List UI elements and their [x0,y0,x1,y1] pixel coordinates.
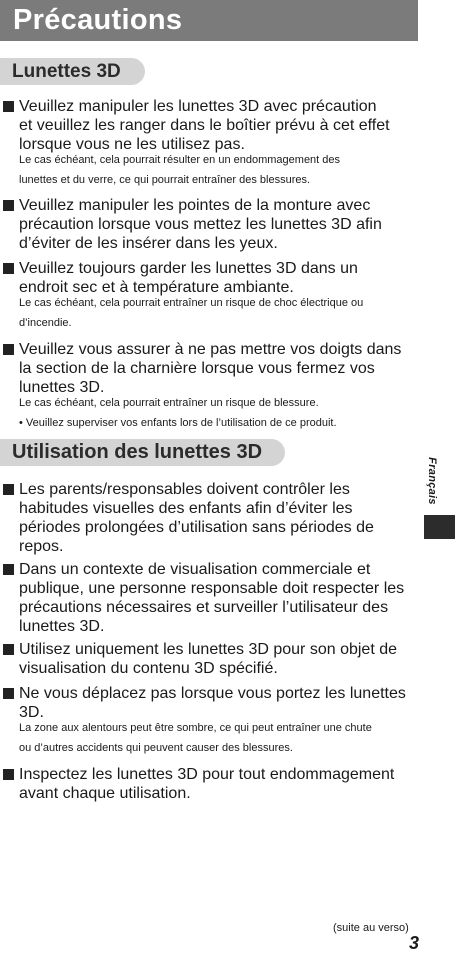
item-text: Dans un contexte de visualisation commerciale et publique, une personne responsable doit respecter les précautions nécessaires et surveiller l’utilisateur des lunettes 3D. [19,561,405,635]
item-note: Le cas échéant, cela pourrait entraîner un risque de blessure. • Veuillez superviser vos enfants lors de l’utilisation de ce produit. [19,397,337,429]
bullet-square-icon [3,769,14,780]
language-tab-marker [424,515,455,539]
page-title: Précautions [0,0,418,41]
item-text: Veuillez toujours garder les lunettes 3D dans un endroit sec et à température ambiante. [19,260,358,296]
language-label-text: Français [426,457,438,505]
bullet-square-icon [3,484,14,495]
bullet-square-icon [3,200,14,211]
bullet-square-icon [3,344,14,355]
bullet-square-icon [3,263,14,274]
item-note: La zone aux alentours peut être sombre, ce qui peut entraîner une chute ou d’autres accidents qui peuvent causer des blessures. [19,722,372,754]
item-text: Veuillez vous assurer à ne pas mettre vos doigts dans la section de la charnière lorsque vous fermez vos lunettes 3D. [19,341,402,396]
item-text: Ne vous déplacez pas lorsque vous portez les lunettes 3D. [19,685,406,721]
section-heading-lunettes-3d: Lunettes 3D [0,58,145,85]
item-text: Les parents/responsables doivent contrôler les habitudes visuelles des enfants afin d’éviter les périodes prolongées d’utilisation sans périodes de repos. [19,481,374,555]
item-text: Utilisez uniquement les lunettes 3D pour son objet de visualisation du contenu 3D spécifié. [19,641,397,677]
bullet-square-icon [3,101,14,112]
bullet-square-icon [3,644,14,655]
bullet-square-icon [3,688,14,699]
item-text: Veuillez manipuler les lunettes 3D avec précaution et veuillez les ranger dans le boîtier prévu à cet effet lorsque vous ne les utilisez pas. [19,98,390,153]
item-note: Le cas échéant, cela pourrait entraîner un risque de choc électrique ou d’incendie. [19,297,364,329]
item-text: Veuillez manipuler les pointes de la monture avec précaution lorsque vous mettez les lunettes 3D afin d’éviter de les insérer dans les yeux. [19,197,382,252]
page-number: 3 [409,933,420,953]
bullet-square-icon [3,564,14,575]
item-note: Le cas échéant, cela pourrait résulter en un endommagement des lunettes et du verre, ce qui pourrait entraîner des blessures. [19,154,341,186]
section-heading-utilisation: Utilisation des lunettes 3D [0,439,285,466]
continued-note: (suite au verso) [333,922,409,934]
language-side-label [417,452,447,510]
item-text: Inspectez les lunettes 3D pour tout endommagement avant chaque utilisation. [19,766,395,802]
